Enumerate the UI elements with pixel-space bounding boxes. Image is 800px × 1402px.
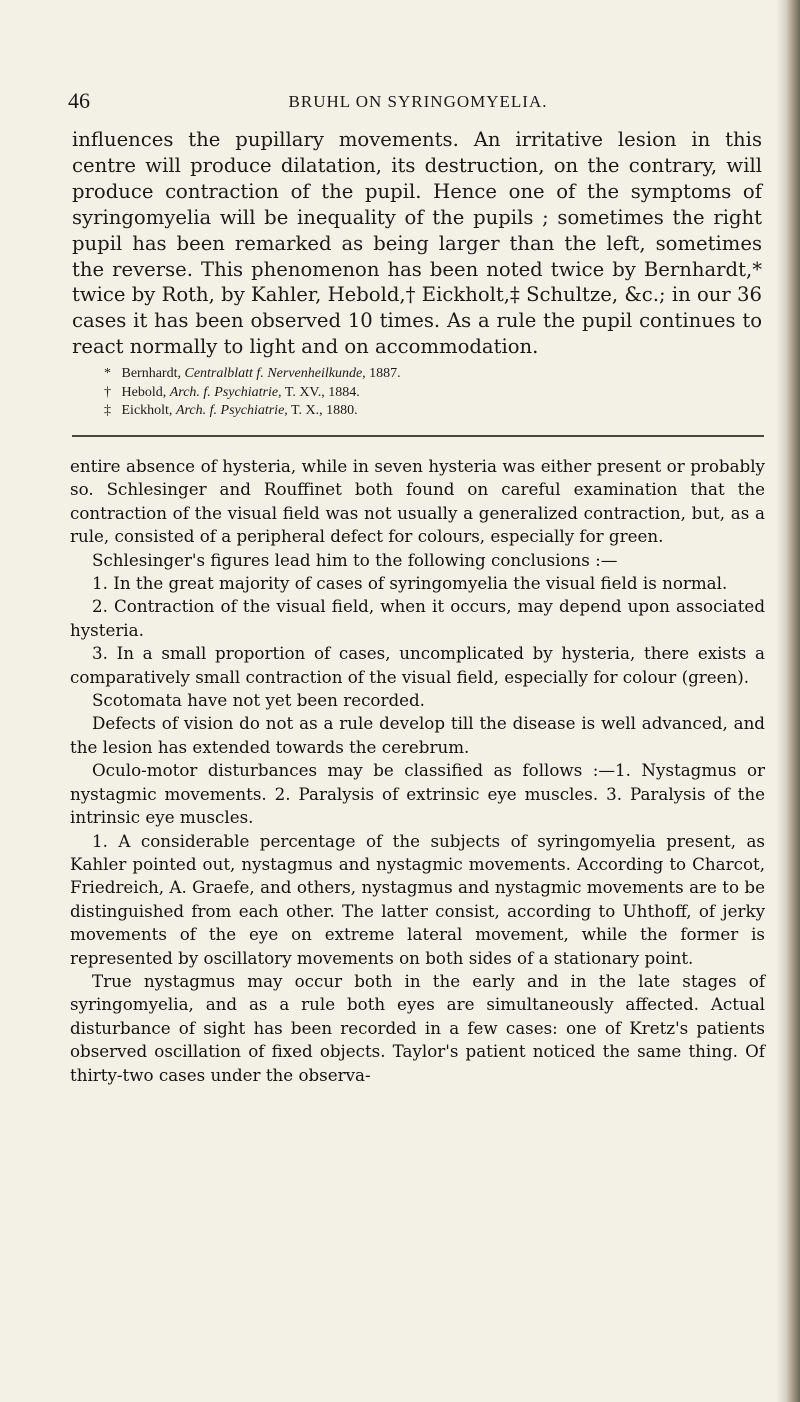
body-paragraph: 1. A considerable percentage of the subjects of syringomyelia present, as Kahler pointed out, nystagmus and nystagmic movements. According to Charcot, Friedreich, A. Graefe, and others, nystagmus and nystagmic movements are to be distinguished from each other. The latter consist, according to Uhthoff, of jerky movements of the eye on extreme lateral movement, while the former is represented by oscillatory movements on both sides of a stationary point.: [70, 830, 765, 968]
top-paragraph: influences the pupillary movements. An irritative lesion in this centre will produce dilatation, its destruction, on the contrary, will produce contraction of the pupil. Hence one of the symptoms of syringomyelia will be inequality of the pupils ; sometimes the right pupil has been remarked as being larger than the left, sometimes the reverse. This phenomenon has been noted twice by Bernhardt,* twice by Roth, by Kahler, Hebold,† Eickholt,‡ Schultze, &c.; in our 36 cases it has been observed 10 times. As a rule the pupil continues to react normally to light and on accommodation.: [72, 128, 762, 359]
body-paragraph: True nystagmus may occur both in the early and in the late stages of syringomyelia, and as a rule both eyes are simultaneously affected. Actual disturbance of sight has been recorded in a few cases: one of Kretz's patients observed oscillation of fixed objects. Taylor's patient noticed the same thing. Of thirty-two cases under the observa-: [70, 970, 765, 1085]
footnote-journal: Centralblatt f. Nervenheilkunde,: [184, 366, 366, 382]
footnote-ref: T. XV., 1884.: [284, 384, 360, 400]
page-number: 46: [68, 88, 90, 113]
body-paragraph: 2. Contraction of the visual field, when it occurs, may depend upon associated hysteria.: [70, 596, 765, 640]
footnote-journal: Arch. f. Psychiatrie,: [169, 384, 282, 400]
body-paragraph: entire absence of hysteria, while in seven hysteria was either present or probably so. Schlesinger and Rouffinet both found on careful examination that the contraction of the visual field was not usually a generalized contraction, but, as a rule, consisted of a peripheral defect for colours, especially for green.: [70, 456, 765, 547]
body-paragraph: Oculo-motor disturbances may be classified as follows :—1. Nystagmus or nystagmic movements. 2. Paralysis of extrinsic eye muscles. 3. Paralysis of the intrinsic eye muscles.: [70, 760, 765, 828]
running-head: [68, 88, 768, 118]
section-divider: [72, 435, 764, 437]
body-paragraph: Defects of vision do not as a rule develop till the disease is well advanced, and the lesion has extended towards the cerebrum.: [70, 713, 765, 757]
footnote-author: Bernhardt,: [121, 366, 181, 382]
page-gutter-shadow: [776, 0, 786, 1402]
footnote-author: Hebold,: [121, 384, 167, 400]
footnote-mark: ‡: [104, 403, 111, 419]
footnote-ref: T. X., 1880.: [291, 403, 358, 419]
upper-text-block: [72, 127, 762, 421]
footnote-mark: †: [104, 384, 111, 400]
page-edge: [786, 0, 800, 1402]
footnote-journal: Arch. f. Psychiatrie,: [175, 403, 288, 419]
footnote-ref: 1887.: [369, 366, 401, 382]
footnote-mark: *: [104, 366, 111, 382]
lower-text-block: [70, 455, 765, 1087]
footnote: [104, 384, 762, 403]
body-paragraph: 3. In a small proportion of cases, uncomplicated by hysteria, there exists a comparatively small contraction of the visual field, especially for colour (green).: [70, 643, 765, 687]
body-paragraph: Schlesinger's figures lead him to the following conclusions :—: [92, 549, 618, 570]
footnote-author: Eickholt,: [121, 403, 173, 419]
footnotes: [72, 365, 762, 421]
footnote: [104, 402, 762, 421]
running-title: BRUHL ON SYRINGOMYELIA.: [288, 92, 548, 111]
body-paragraph: Scotomata have not yet been recorded.: [92, 690, 425, 711]
footnote: [104, 365, 762, 384]
body-paragraph: 1. In the great majority of cases of syringomyelia the visual field is normal.: [92, 573, 728, 594]
